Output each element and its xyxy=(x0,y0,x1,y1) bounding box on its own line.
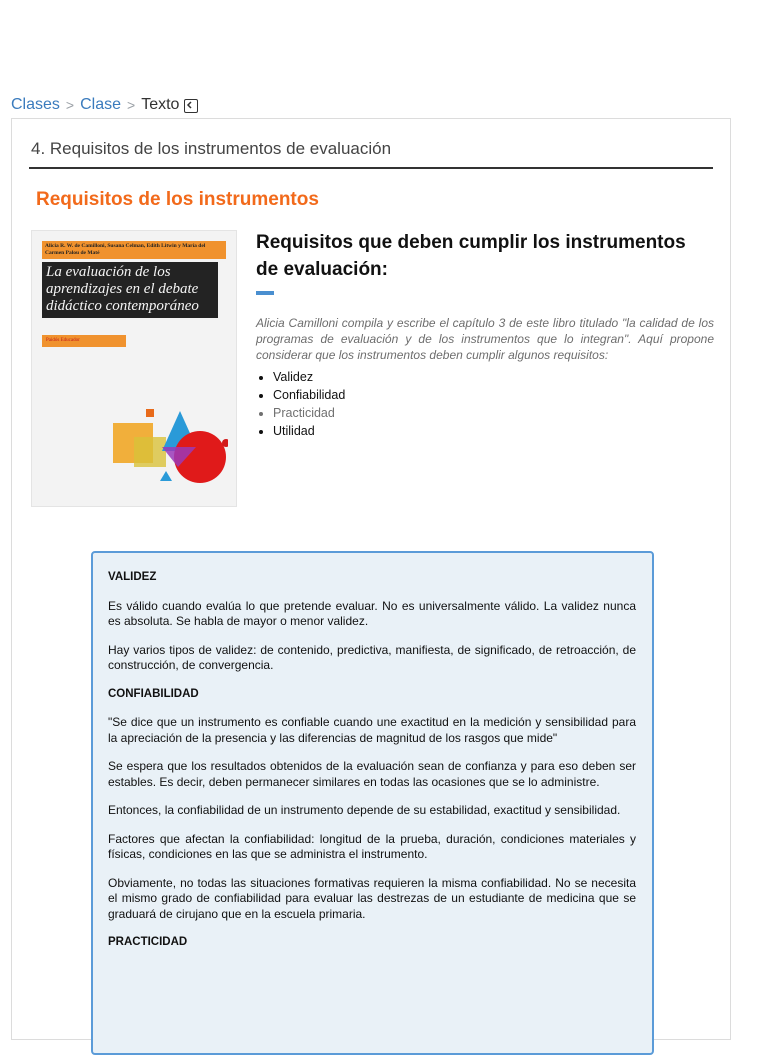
breadcrumb-current: Texto xyxy=(141,96,180,113)
validez-paragraph: Es válido cuando evalúa lo que pretende evaluar. No es universalmente válido. La validez nunca es absoluta. Se habla de mayor o menor validez. xyxy=(108,598,636,628)
breadcrumb-link-clase[interactable]: Clase xyxy=(80,96,121,113)
requirements-heading: Requisitos que deben cumplir los instrumentos de evaluación: xyxy=(256,232,686,280)
breadcrumb-link-clases[interactable]: Clases xyxy=(11,96,60,113)
heading-accent-bar xyxy=(256,291,274,295)
breadcrumb-separator: > xyxy=(65,97,75,113)
requirement-item: • Practicidad xyxy=(273,404,345,422)
validez-paragraph: Hay varios tipos de validez: de contenido, predictiva, manifiesta, de significado, de retroacción, de construcción, de convergencia. xyxy=(108,642,636,672)
requirement-item: • Confiabilidad xyxy=(273,386,345,404)
confiabilidad-paragraph: Factores que afectan la confiabilidad: longitud de la prueba, duración, condiciones materiales y físicas, condiciones en las que se administra el instrumento. xyxy=(108,831,636,861)
validez-heading: VALIDEZ xyxy=(108,571,157,583)
back-arrow-icon[interactable] xyxy=(184,99,198,113)
section-subtitle: Requisitos de los instrumentos xyxy=(36,189,319,210)
requirement-item: • Utilidad xyxy=(273,422,345,440)
confiabilidad-paragraph: Entonces, la confiabilidad de un instrumento depende de su estabilidad, exactitud y sensibilidad. xyxy=(108,803,621,817)
requirements-detail-box xyxy=(91,551,654,1055)
book-cover-publisher: Paidós Educador xyxy=(42,335,126,347)
section-title: 4. Requisitos de los instrumentos de evaluación xyxy=(31,139,392,158)
requirement-item: • Validez xyxy=(273,368,345,386)
book-cover-title: La evaluación de los aprendizajes en el debate didáctico contemporáneo xyxy=(42,262,218,318)
confiabilidad-paragraph: Se espera que los resultados obtenidos de la evaluación sean de confianza y para eso deben ser estables. Es decir, deben permanecer similares en todas las ocasiones que se lo administre. xyxy=(108,759,636,789)
book-cover-image xyxy=(31,230,237,507)
practicidad-heading: PRACTICIDAD xyxy=(108,936,188,948)
requirements-list xyxy=(256,368,345,440)
confiabilidad-heading: CONFIABILIDAD xyxy=(108,687,199,700)
breadcrumb xyxy=(11,96,198,114)
confiabilidad-paragraph: "Se dice que un instrumento es confiable cuando une exactitud en la medición y sensibilidad para la apreciación de la presencia y las diferencias de magnitud de los rasgos que mide" xyxy=(108,715,636,745)
requirements-intro: Alicia Camilloni compila y escribe el capítulo 3 de este libro titulado "la calidad de los programas de evaluación y de los instrumentos que lo integran". Aquí propone considerar que los instrumentos deben cumplir algunos requisitos: xyxy=(256,316,714,362)
book-cover-illustration xyxy=(108,401,228,501)
breadcrumb-separator: > xyxy=(127,97,136,113)
content-card xyxy=(11,118,731,1040)
confiabilidad-paragraph: Obviamente, no todas las situaciones formativas requieren la misma confiabilidad. No se necesita el mismo grado de confiabilidad para evaluar las destrezas de un estudiante de medicina que se graduará de cirujano que en la escuela primaria. xyxy=(108,875,636,921)
title-divider xyxy=(29,167,713,169)
book-cover-authors: Alicia R. W. de Camilloni, Susana Celman, Edith Litwin y María del Carmen Palou de Maté xyxy=(42,241,226,259)
